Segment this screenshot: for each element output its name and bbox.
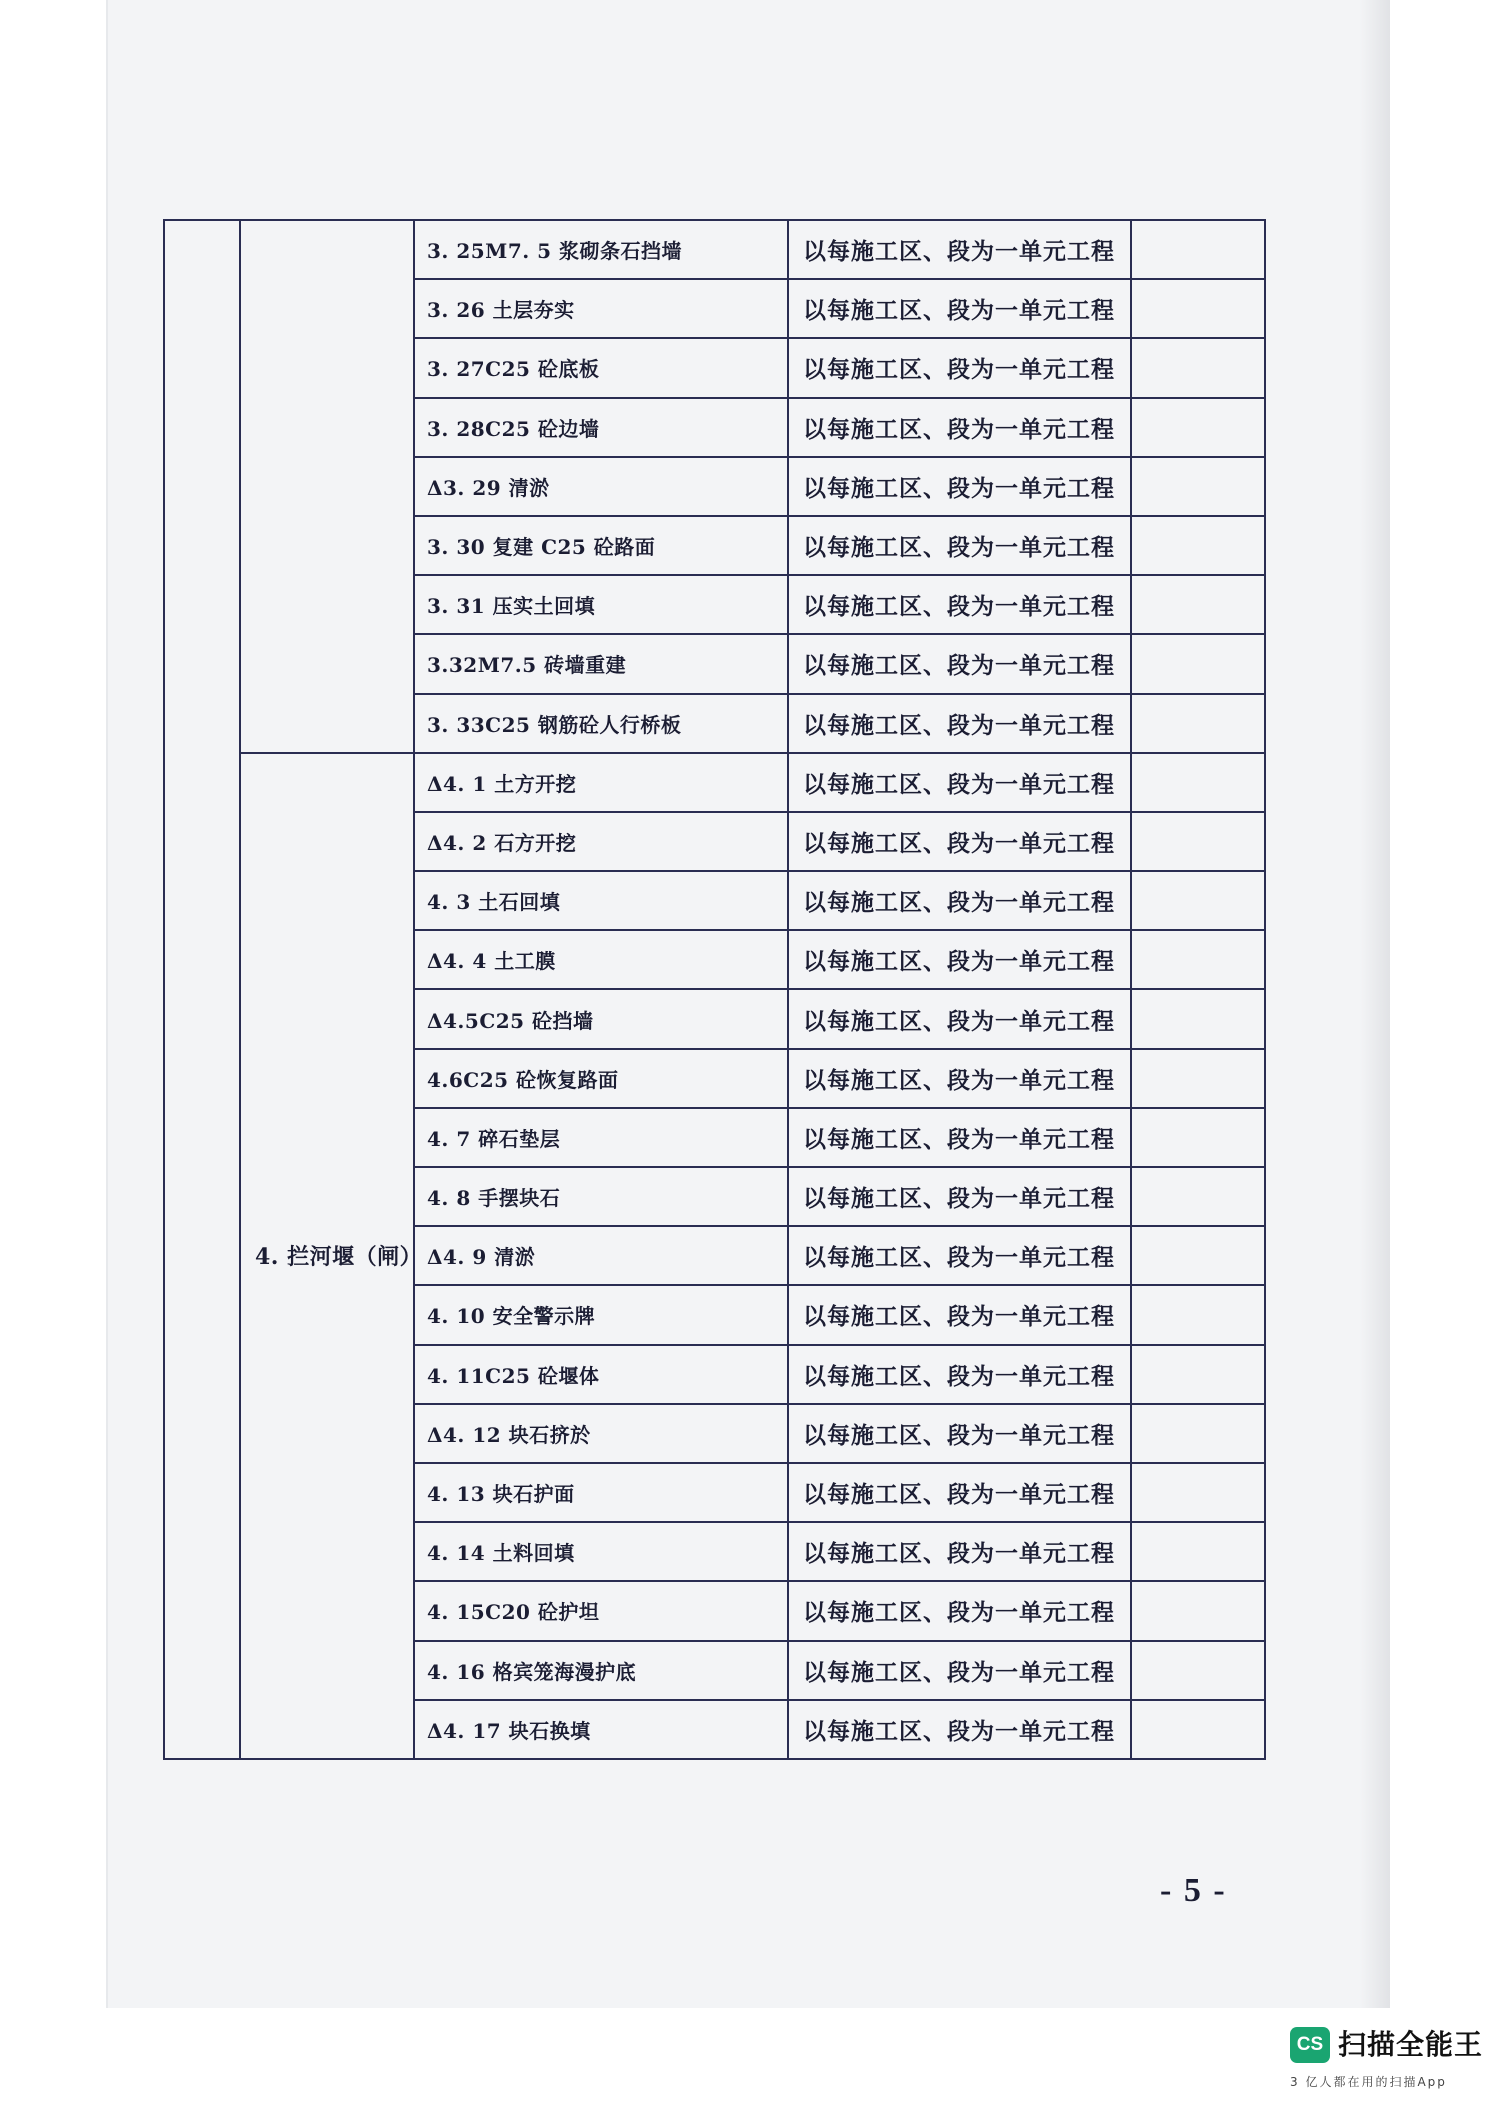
division-rule-cell: 以每施工区、段为一单元工程 (788, 1522, 1131, 1581)
subproject-label-group4: 4. 拦河堰（闸） (240, 753, 414, 1759)
division-rule-cell: 以每施工区、段为一单元工程 (788, 753, 1131, 812)
unit-item-cell: 4. 10 安全警示牌 (414, 1285, 788, 1344)
note-cell (1131, 1581, 1265, 1640)
unit-item-cell: Δ4. 2 石方开挖 (414, 812, 788, 871)
division-rule-cell: 以每施工区、段为一单元工程 (788, 1463, 1131, 1522)
unit-item-cell: 4. 14 土料回填 (414, 1522, 788, 1581)
unit-division-table (163, 219, 1266, 1760)
note-cell (1131, 338, 1265, 397)
note-cell (1131, 1108, 1265, 1167)
note-cell (1131, 989, 1265, 1048)
note-cell (1131, 279, 1265, 338)
note-cell (1131, 812, 1265, 871)
subproject-cell-group3 (240, 220, 414, 753)
division-rule-cell: 以每施工区、段为一单元工程 (788, 989, 1131, 1048)
note-cell (1131, 1404, 1265, 1463)
division-rule-cell: 以每施工区、段为一单元工程 (788, 871, 1131, 930)
page-number: - 5 - (1160, 1872, 1227, 1909)
note-cell (1131, 1049, 1265, 1108)
note-cell (1131, 871, 1265, 930)
unit-item-cell: 3. 26 土层夯实 (414, 279, 788, 338)
unit-item-cell: 4. 11C25 砼堰体 (414, 1345, 788, 1404)
division-rule-cell: 以每施工区、段为一单元工程 (788, 575, 1131, 634)
unit-item-cell: 4. 8 手摆块石 (414, 1167, 788, 1226)
table-row (164, 220, 1265, 279)
unit-item-cell: Δ4. 12 块石挤於 (414, 1404, 788, 1463)
division-rule-cell: 以每施工区、段为一单元工程 (788, 220, 1131, 279)
note-cell (1131, 1522, 1265, 1581)
unit-item-cell: 3. 28C25 砼边墙 (414, 398, 788, 457)
camscanner-logo: CS (1290, 2027, 1330, 2063)
division-rule-cell: 以每施工区、段为一单元工程 (788, 1167, 1131, 1226)
unit-item-cell: 4. 7 碎石垫层 (414, 1108, 788, 1167)
division-rule-cell: 以每施工区、段为一单元工程 (788, 1285, 1131, 1344)
note-cell (1131, 1700, 1265, 1759)
note-cell (1131, 1226, 1265, 1285)
blank-left-cell (164, 220, 240, 1759)
note-cell (1131, 753, 1265, 812)
note-cell (1131, 220, 1265, 279)
note-cell (1131, 1641, 1265, 1700)
unit-item-cell: Δ4.5C25 砼挡墙 (414, 989, 788, 1048)
division-rule-cell: 以每施工区、段为一单元工程 (788, 1108, 1131, 1167)
division-rule-cell: 以每施工区、段为一单元工程 (788, 1700, 1131, 1759)
unit-item-cell: Δ4. 4 土工膜 (414, 930, 788, 989)
table-row (164, 753, 1265, 812)
division-rule-cell: 以每施工区、段为一单元工程 (788, 694, 1131, 753)
division-rule-cell: 以每施工区、段为一单元工程 (788, 1641, 1131, 1700)
division-rule-cell: 以每施工区、段为一单元工程 (788, 930, 1131, 989)
unit-item-cell: 3. 30 复建 C25 砼路面 (414, 516, 788, 575)
note-cell (1131, 575, 1265, 634)
note-cell (1131, 1167, 1265, 1226)
unit-item-cell: Δ3. 29 清淤 (414, 457, 788, 516)
division-rule-cell: 以每施工区、段为一单元工程 (788, 279, 1131, 338)
division-rule-cell: 以每施工区、段为一单元工程 (788, 812, 1131, 871)
unit-item-cell: Δ4. 17 块石换填 (414, 1700, 788, 1759)
unit-item-cell: Δ4. 1 土方开挖 (414, 753, 788, 812)
note-cell (1131, 457, 1265, 516)
division-rule-cell: 以每施工区、段为一单元工程 (788, 1581, 1131, 1640)
division-rule-cell: 以每施工区、段为一单元工程 (788, 634, 1131, 693)
division-rule-cell: 以每施工区、段为一单元工程 (788, 516, 1131, 575)
paper-edge-shadow (1360, 0, 1390, 2008)
unit-item-cell: 3. 31 压实土回填 (414, 575, 788, 634)
note-cell (1131, 694, 1265, 753)
camscanner-tagline: 3 亿人都在用的扫描App (1290, 2075, 1447, 2089)
division-rule-cell: 以每施工区、段为一单元工程 (788, 338, 1131, 397)
note-cell (1131, 930, 1265, 989)
division-rule-cell: 以每施工区、段为一单元工程 (788, 1404, 1131, 1463)
note-cell (1131, 634, 1265, 693)
note-cell (1131, 1345, 1265, 1404)
note-cell (1131, 1285, 1265, 1344)
division-rule-cell: 以每施工区、段为一单元工程 (788, 1226, 1131, 1285)
unit-item-cell: 4. 13 块石护面 (414, 1463, 788, 1522)
division-rule-cell: 以每施工区、段为一单元工程 (788, 398, 1131, 457)
division-rule-cell: 以每施工区、段为一单元工程 (788, 457, 1131, 516)
unit-item-cell: 3. 33C25 钢筋砼人行桥板 (414, 694, 788, 753)
division-rule-cell: 以每施工区、段为一单元工程 (788, 1345, 1131, 1404)
unit-item-cell: 3. 27C25 砼底板 (414, 338, 788, 397)
unit-item-cell: 4. 15C20 砼护坦 (414, 1581, 788, 1640)
unit-item-cell: 4. 16 格宾笼海漫护底 (414, 1641, 788, 1700)
division-rule-cell: 以每施工区、段为一单元工程 (788, 1049, 1131, 1108)
unit-item-cell: 3.32M7.5 砖墙重建 (414, 634, 788, 693)
unit-item-cell: Δ4. 9 清淤 (414, 1226, 788, 1285)
unit-item-cell: 4. 3 土石回填 (414, 871, 788, 930)
note-cell (1131, 516, 1265, 575)
unit-item-cell: 3. 25M7. 5 浆砌条石挡墙 (414, 220, 788, 279)
unit-item-cell: 4.6C25 砼恢复路面 (414, 1049, 788, 1108)
note-cell (1131, 398, 1265, 457)
note-cell (1131, 1463, 1265, 1522)
camscanner-brand-name: 扫描全能王 (1338, 2028, 1484, 2061)
